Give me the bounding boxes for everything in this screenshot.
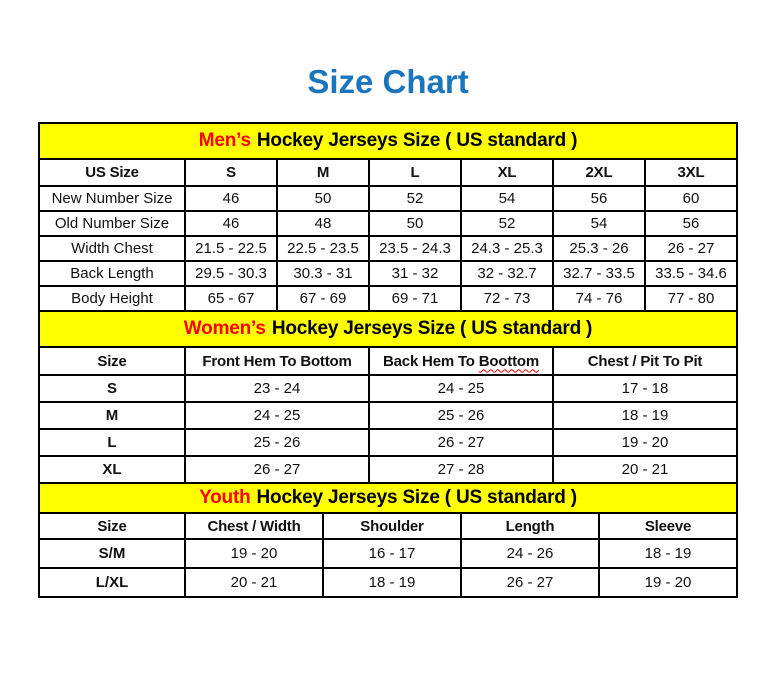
table-cell: 33.5 - 34.6	[645, 261, 737, 286]
mens-table-banner	[39, 123, 737, 159]
column-header: S	[185, 159, 277, 186]
column-header: Size	[39, 513, 185, 539]
column-header: L	[369, 159, 461, 186]
mens-banner-row	[39, 123, 737, 159]
table-cell: 26 - 27	[185, 456, 369, 483]
table-cell: 18 - 19	[553, 402, 737, 429]
table-cell: 27 - 28	[369, 456, 553, 483]
row-label: Body Height	[39, 286, 185, 311]
table-cell: 50	[277, 186, 369, 211]
table-cell: 54	[461, 186, 553, 211]
row-label: L/XL	[39, 568, 185, 597]
table-row	[39, 429, 737, 456]
mens-banner-text: Hockey Jerseys Size ( US standard )	[256, 130, 578, 151]
row-label: Back Length	[39, 261, 185, 286]
row-label: Old Number Size	[39, 211, 185, 236]
column-header: Back Hem To Boottom	[369, 347, 553, 375]
youth-table-banner	[39, 483, 737, 513]
table-row	[39, 456, 737, 483]
table-row	[39, 286, 737, 311]
table-cell: 60	[645, 186, 737, 211]
table-cell: 23.5 - 24.3	[369, 236, 461, 261]
table-cell: 67 - 69	[277, 286, 369, 311]
table-cell: 19 - 20	[553, 429, 737, 456]
table-cell: 19 - 20	[599, 568, 737, 597]
mens-banner-highlight: Men’s	[198, 130, 251, 151]
table-cell: 18 - 19	[599, 539, 737, 568]
column-header: XL	[461, 159, 553, 186]
womens-table-banner	[39, 311, 737, 347]
column-header: Front Hem To Bottom	[185, 347, 369, 375]
table-row	[39, 261, 737, 286]
mens-size-table	[38, 122, 738, 312]
womens-banner-highlight: Women’s	[183, 318, 266, 339]
table-cell: 52	[461, 211, 553, 236]
row-label: M	[39, 402, 185, 429]
table-cell: 16 - 17	[323, 539, 461, 568]
youth-banner-highlight: Youth	[199, 487, 251, 508]
table-cell: 18 - 19	[323, 568, 461, 597]
table-cell: 19 - 20	[185, 539, 323, 568]
table-row	[39, 402, 737, 429]
youth-banner-row	[39, 483, 737, 513]
table-cell: 31 - 32	[369, 261, 461, 286]
womens-size-table	[38, 310, 738, 484]
table-row	[39, 568, 737, 597]
table-cell: 50	[369, 211, 461, 236]
table-cell: 25 - 26	[185, 429, 369, 456]
table-cell: 25 - 26	[369, 402, 553, 429]
row-label: XL	[39, 456, 185, 483]
table-cell: 48	[277, 211, 369, 236]
table-cell: 24 - 25	[369, 375, 553, 402]
table-cell: 17 - 18	[553, 375, 737, 402]
table-cell: 24.3 - 25.3	[461, 236, 553, 261]
column-header: US Size	[39, 159, 185, 186]
table-cell: 30.3 - 31	[277, 261, 369, 286]
table-cell: 20 - 21	[553, 456, 737, 483]
table-cell: 32 - 32.7	[461, 261, 553, 286]
column-header: Chest / Pit To Pit	[553, 347, 737, 375]
table-cell: 24 - 25	[185, 402, 369, 429]
table-cell: 46	[185, 186, 277, 211]
row-label: S/M	[39, 539, 185, 568]
youth-header-row	[39, 513, 737, 539]
column-header: 3XL	[645, 159, 737, 186]
table-cell: 25.3 - 26	[553, 236, 645, 261]
table-cell: 20 - 21	[185, 568, 323, 597]
column-header: Chest / Width	[185, 513, 323, 539]
table-cell: 77 - 80	[645, 286, 737, 311]
table-cell: 46	[185, 211, 277, 236]
table-row	[39, 539, 737, 568]
youth-banner-text: Hockey Jerseys Size ( US standard )	[256, 487, 577, 508]
table-cell: 65 - 67	[185, 286, 277, 311]
table-cell: 72 - 73	[461, 286, 553, 311]
table-cell: 74 - 76	[553, 286, 645, 311]
table-row	[39, 375, 737, 402]
table-cell: 32.7 - 33.5	[553, 261, 645, 286]
table-row	[39, 186, 737, 211]
row-label: New Number Size	[39, 186, 185, 211]
table-cell: 26 - 27	[461, 568, 599, 597]
table-cell: 69 - 71	[369, 286, 461, 311]
table-row	[39, 236, 737, 261]
row-label: Width Chest	[39, 236, 185, 261]
womens-banner-row	[39, 311, 737, 347]
table-cell: 23 - 24	[185, 375, 369, 402]
table-row	[39, 211, 737, 236]
table-cell: 29.5 - 30.3	[185, 261, 277, 286]
table-cell: 52	[369, 186, 461, 211]
youth-size-table	[38, 482, 738, 598]
table-cell: 24 - 26	[461, 539, 599, 568]
column-header: Size	[39, 347, 185, 375]
table-cell: 54	[553, 211, 645, 236]
table-cell: 56	[553, 186, 645, 211]
table-cell: 21.5 - 22.5	[185, 236, 277, 261]
column-header: Shoulder	[323, 513, 461, 539]
column-header: Sleeve	[599, 513, 737, 539]
row-label: L	[39, 429, 185, 456]
table-cell: 26 - 27	[369, 429, 553, 456]
womens-banner-text: Hockey Jerseys Size ( US standard )	[271, 318, 593, 339]
page-title: Size Chart	[307, 63, 469, 100]
column-header: Length	[461, 513, 599, 539]
table-cell: 56	[645, 211, 737, 236]
table-cell: 22.5 - 23.5	[277, 236, 369, 261]
misspelled-word: Boottom	[478, 352, 539, 370]
table-cell: 26 - 27	[645, 236, 737, 261]
mens-header-row	[39, 159, 737, 186]
row-label: S	[39, 375, 185, 402]
column-header: 2XL	[553, 159, 645, 186]
size-chart-tables	[38, 122, 738, 598]
column-header: M	[277, 159, 369, 186]
womens-header-row	[39, 347, 737, 375]
